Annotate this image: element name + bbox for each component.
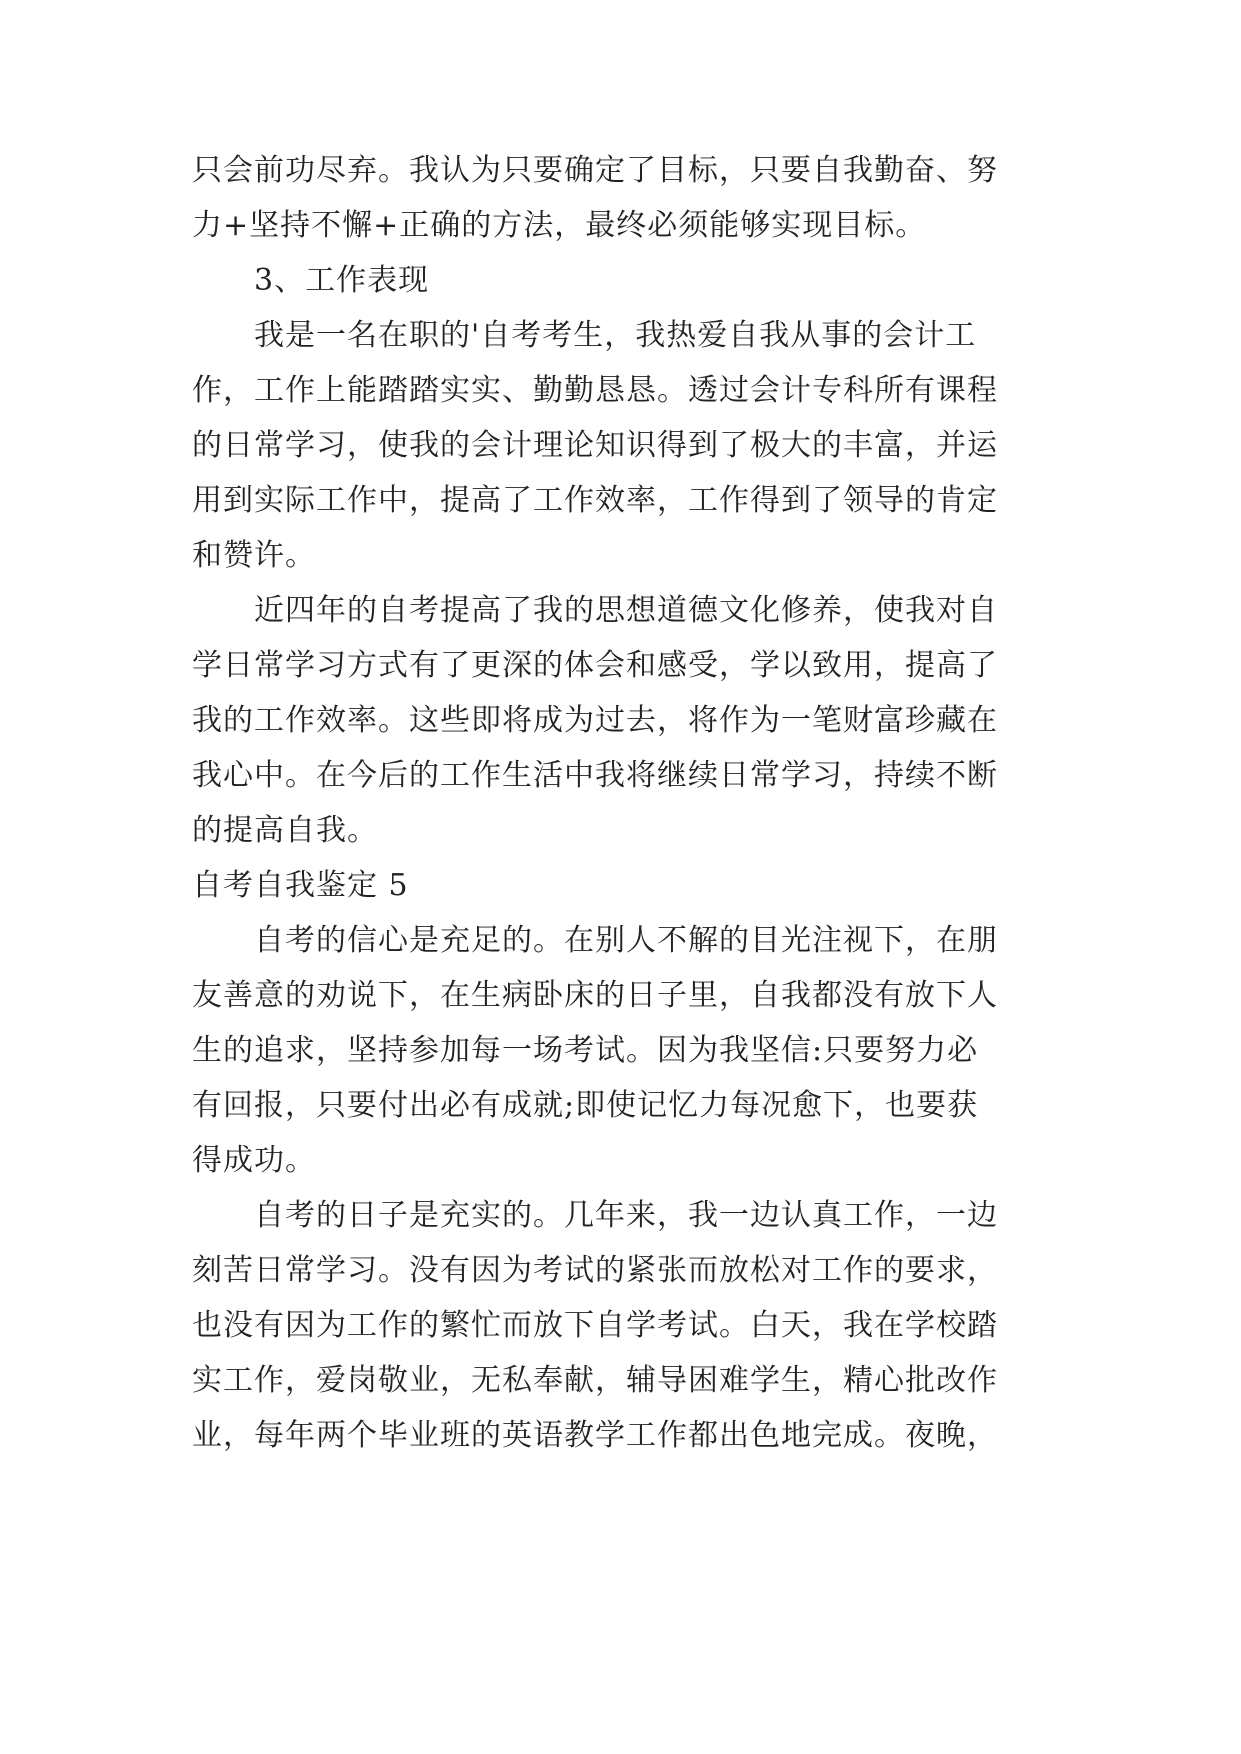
text-line: 我的工作效率。这些即将成为过去，将作为一笔财富珍藏在 bbox=[192, 703, 998, 738]
text-line: 业，每年两个毕业班的英语教学工作都出色地完成。夜晚， bbox=[192, 1418, 998, 1453]
text-line: 用到实际工作中，提高了工作效率，工作得到了领导的肯定 bbox=[192, 483, 998, 518]
text-line: 力+坚持不懈+正确的方法，最终必须能够实现目标。 bbox=[192, 208, 927, 243]
text-line: 友善意的劝说下，在生病卧床的日子里，自我都没有放下人 bbox=[192, 978, 998, 1013]
text-line: 的日常学习，使我的会计理论知识得到了极大的丰富，并运 bbox=[192, 428, 998, 463]
text-line: 生的追求，坚持参加每一场考试。因为我坚信:只要努力必 bbox=[192, 1033, 979, 1068]
text-line: 也没有因为工作的繁忙而放下自学考试。白天，我在学校踏 bbox=[192, 1308, 998, 1343]
text-line: 学日常学习方式有了更深的体会和感受，学以致用，提高了 bbox=[192, 648, 998, 683]
text-line: 只会前功尽弃。我认为只要确定了目标，只要自我勤奋、努 bbox=[192, 153, 998, 188]
text-line: 作，工作上能踏踏实实、勤勤恳恳。透过会计专科所有课程 bbox=[192, 373, 998, 408]
text-line: 实工作，爱岗敬业，无私奉献，辅导困难学生，精心批改作 bbox=[192, 1363, 998, 1398]
text-line: 的提高自我。 bbox=[192, 813, 378, 848]
section-heading: 3、工作表现 bbox=[254, 263, 430, 298]
text-line: 我是一名在职的'自考考生，我热爱自我从事的会计工 bbox=[254, 318, 977, 353]
text-line: 刻苦日常学习。没有因为考试的紧张而放松对工作的要求， bbox=[192, 1253, 998, 1288]
text-line: 得成功。 bbox=[192, 1143, 316, 1178]
text-line: 近四年的自考提高了我的思想道德文化修养，使我对自 bbox=[254, 593, 998, 628]
text-line: 有回报，只要付出必有成就;即使记忆力每况愈下，也要获 bbox=[192, 1088, 979, 1123]
text-line: 自考的信心是充足的。在别人不解的目光注视下，在朋 bbox=[254, 923, 998, 958]
text-line: 我心中。在今后的工作生活中我将继续日常学习，持续不断 bbox=[192, 758, 998, 793]
text-line: 自考的日子是充实的。几年来，我一边认真工作，一边 bbox=[254, 1198, 998, 1233]
section-title: 自考自我鉴定 5 bbox=[192, 868, 409, 903]
text-line: 和赞许。 bbox=[192, 538, 316, 573]
